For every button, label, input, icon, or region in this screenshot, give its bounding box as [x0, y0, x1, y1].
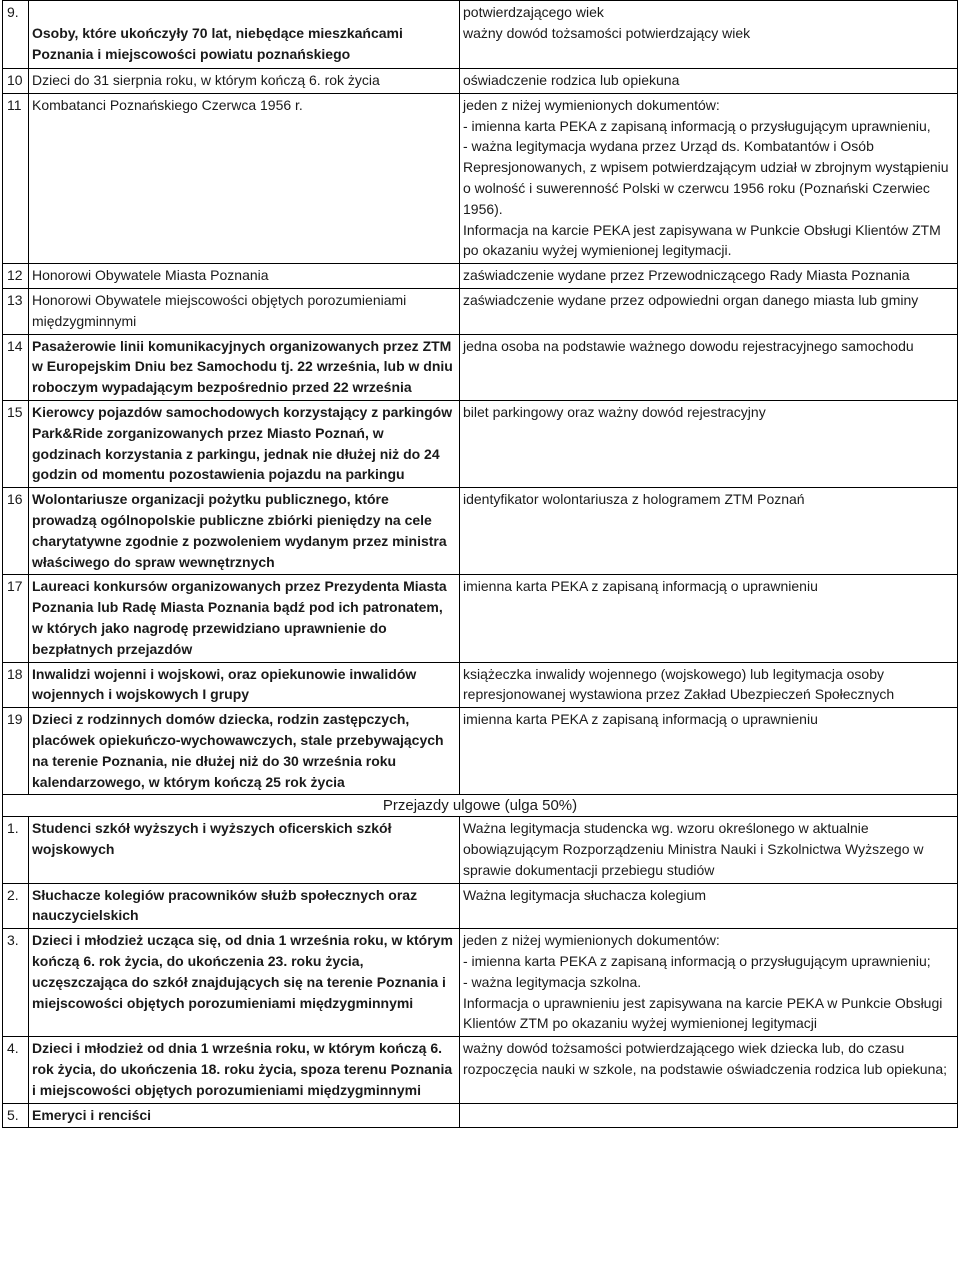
- table-row: [3, 334, 958, 400]
- documents-cell: identyfikator wolontariusza z hologramem ZTM Poznań: [460, 488, 958, 575]
- row-number: 9.: [3, 1, 29, 69]
- row-number: 1.: [3, 817, 29, 883]
- group-cell: Laureaci konkursów organizowanych przez Prezydenta Miasta Poznania lub Radę Miasta Poznania bądź pod ich patronatem, w których jako nagrodę przewidziano uprawnienie do bezpłatnych przejazdów: [29, 575, 460, 662]
- group-cell: Emeryci i renciści: [29, 1103, 460, 1128]
- group-cell: Honorowi Obywatele miejscowości objętych porozumieniami międzygminnymi: [29, 288, 460, 334]
- group-cell: Osoby, które ukończyły 70 lat, niebędące mieszkańcami Poznania i miejscowości powiatu poznańskiego: [29, 1, 460, 69]
- documents-cell: książeczka inwalidy wojennego (wojskowego) lub legitymacja osoby represjonowanej wystawiona przez Zakład Ubezpieczeń Społecznych: [460, 662, 958, 708]
- documents-cell: [460, 1, 958, 69]
- table-row: [3, 264, 958, 289]
- row-number: 13: [3, 288, 29, 334]
- group-cell: Inwalidzi wojenni i wojskowi, oraz opiekunowie inwalidów wojennych i wojskowych I grupy: [29, 662, 460, 708]
- group-cell: Pasażerowie linii komunikacyjnych organizowanych przez ZTM w Europejskim Dniu bez Samochodu tj. 22 września, lub w dniu roboczym wypadającym bezpośrednio przed 22 września: [29, 334, 460, 400]
- row-number: 14: [3, 334, 29, 400]
- group-cell: Dzieci do 31 sierpnia roku, w którym kończą 6. rok życia: [29, 69, 460, 94]
- row-number: 12: [3, 264, 29, 289]
- row-number: 11: [3, 93, 29, 263]
- documents-cell: zaświadczenie wydane przez Przewodniczącego Rady Miasta Poznania: [460, 264, 958, 289]
- row-number: 15: [3, 400, 29, 487]
- documents-cell: Ważna legitymacja słuchacza kolegium: [460, 883, 958, 929]
- group-cell: Dzieci i młodzież ucząca się, od dnia 1 września roku, w którym kończą 6. rok życia, do ukończenia 23. roku życia, uczęszczająca do szkół znajdujących się na terenie Poznania i miejscowości objętych porozumieniami międzygminnymi: [29, 929, 460, 1037]
- documents-cell: zaświadczenie wydane przez odpowiedni organ danego miasta lub gminy: [460, 288, 958, 334]
- table-row: [3, 662, 958, 708]
- table-row: [3, 883, 958, 929]
- section-row: [3, 795, 958, 817]
- documents-cell: bilet parkingowy oraz ważny dowód rejestracyjny: [460, 400, 958, 487]
- group-cell: Dzieci z rodzinnych domów dziecka, rodzin zastępczych, placówek opiekuńczo-wychowawczych, stale przebywających na terenie Poznania, nie dłużej niż do 30 września roku kalendarzowego, w którym kończą 25 rok życia: [29, 708, 460, 795]
- table-row: [3, 1103, 958, 1128]
- group-cell: Słuchacze kolegiów pracowników służb społecznych oraz nauczycielskich: [29, 883, 460, 929]
- discount-rows: [3, 817, 958, 1128]
- documents-cell: jeden z niżej wymienionych dokumentów: - imienna karta PEKA z zapisaną informacją o przysługującym uprawnieniu, - ważna legitymacja wydana przez Urząd ds. Kombatantów i Osób Represjonowanych, z wpisem potwierdzającym udział w zbrojnym wystąpieniu o wolność i suwerenność Polski w czerwcu 1956 roku (Poznański Czerwiec 1956). Informacja na karcie PEKA jest zapisywana w Punkcie Obsługi Klientów ZTM po okazaniu wyżej wymienionej legitymacji.: [460, 93, 958, 263]
- row-number: 17: [3, 575, 29, 662]
- documents-cell: [460, 1103, 958, 1128]
- group-cell: Studenci szkół wyższych i wyższych oficerskich szkół wojskowych: [29, 817, 460, 883]
- free-travel-rows: [3, 69, 958, 795]
- table-row: [3, 69, 958, 94]
- eligibility-table: [2, 0, 958, 1128]
- group-cell: Kombatanci Poznańskiego Czerwca 1956 r.: [29, 93, 460, 263]
- row-number: 2.: [3, 883, 29, 929]
- row-number: 10: [3, 69, 29, 94]
- table-row: [3, 817, 958, 883]
- documents-cell: imienna karta PEKA z zapisaną informacją o uprawnieniu: [460, 708, 958, 795]
- documents-line: ważny dowód tożsamości potwierdzający wiek: [463, 24, 751, 41]
- documents-cell: Ważna legitymacja studencka wg. wzoru określonego w aktualnie obowiązującym Rozporządzeniu Ministra Nauki i Szkolnictwa Wyższego w sprawie dokumentacji przebiegu studiów: [460, 817, 958, 883]
- documents-cell: imienna karta PEKA z zapisaną informacją o uprawnieniu: [460, 575, 958, 662]
- table-row: [3, 708, 958, 795]
- table-row: [3, 929, 958, 1037]
- row-number: 3.: [3, 929, 29, 1037]
- table-row: [3, 400, 958, 487]
- group-cell: Honorowi Obywatele Miasta Poznania: [29, 264, 460, 289]
- table-row: [3, 575, 958, 662]
- row-number: 19: [3, 708, 29, 795]
- table-row: [3, 488, 958, 575]
- documents-cell: oświadczenie rodzica lub opiekuna: [460, 69, 958, 94]
- row-number: 5.: [3, 1103, 29, 1128]
- documents-cell: jedna osoba na podstawie ważnego dowodu rejestracyjnego samochodu: [460, 334, 958, 400]
- document: [2, 0, 957, 1128]
- table-row: [3, 93, 958, 263]
- section-heading: Przejazdy ulgowe (ulga 50%): [3, 795, 958, 817]
- group-cell: Dzieci i młodzież od dnia 1 września roku, w którym kończą 6. rok życia, do ukończenia 18. roku życia, spoza terenu Poznania i miejscowości objętych porozumieniami międzygminnymi: [29, 1037, 460, 1103]
- group-cell: Kierowcy pojazdów samochodowych korzystający z parkingów Park&Ride zorganizowanych przez Miasto Poznań, w godzinach korzystania z parkingu, jednak nie dłużej niż do 24 godzin od momentu pozostawienia pojazdu na parkingu: [29, 400, 460, 487]
- row-number: 16: [3, 488, 29, 575]
- documents-cell: ważny dowód tożsamości potwierdzającego wiek dziecka lub, do czasu rozpoczęcia nauki w szkole, na podstawie oświadczenia rodzica lub opiekuna;: [460, 1037, 958, 1103]
- row-number: 18: [3, 662, 29, 708]
- table-row: [3, 1, 958, 69]
- documents-cell: jeden z niżej wymienionych dokumentów: - imienna karta PEKA z zapisaną informacją o przysługującym uprawnieniu; - ważna legitymacja szkolna. Informacja o uprawnieniu jest zapisywana na karcie PEKA w Punkcie Obsługi Klientów ZTM po okazaniu wyżej wymienionej legitymacji: [460, 929, 958, 1037]
- table-row: [3, 1037, 958, 1103]
- row-number: 4.: [3, 1037, 29, 1103]
- group-cell: Wolontariusze organizacji pożytku publicznego, które prowadzą ogólnopolskie publiczne zbiórki pieniędzy na cele charytatywne zgodnie z pozwoleniem wydanym przez ministra właściwego do spraw wewnętrznych: [29, 488, 460, 575]
- documents-line: potwierdzającego wiek: [463, 4, 604, 20]
- table-row: [3, 288, 958, 334]
